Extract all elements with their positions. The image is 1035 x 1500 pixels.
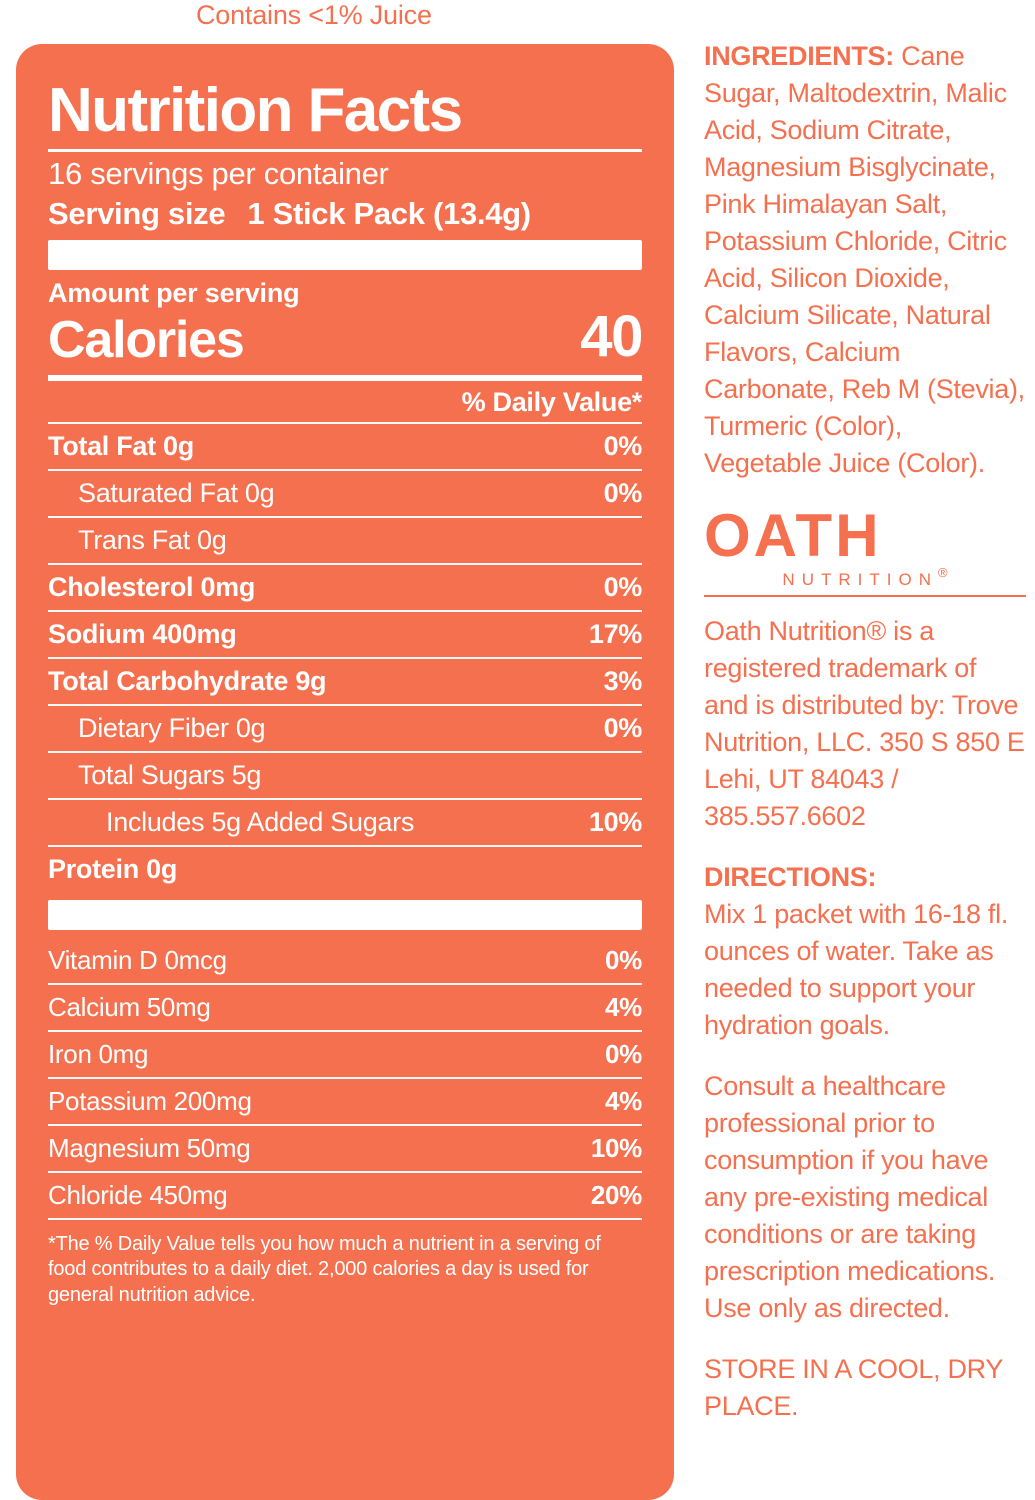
nutrient-amount: 5g xyxy=(231,759,262,790)
nutrient-amount: 400mg xyxy=(152,618,237,649)
nutrient-name: Calcium 50mg xyxy=(48,991,211,1022)
daily-value-header: % Daily Value* xyxy=(461,386,642,417)
nutrient-name: Dietary Fiber xyxy=(78,712,229,743)
nutrient-name: Saturated Fat xyxy=(78,477,238,508)
servings-per-container: 16 servings per container xyxy=(48,156,389,192)
table-row xyxy=(48,800,642,845)
serving-size-label: Serving size xyxy=(48,196,226,232)
registered-mark-icon: ® xyxy=(937,564,948,580)
right-info-column xyxy=(704,38,1026,1449)
divider xyxy=(48,845,642,847)
nutrient-pct: 3% xyxy=(603,665,642,696)
calories-label: Calories xyxy=(48,310,244,369)
table-row xyxy=(48,1079,642,1124)
calories-row xyxy=(48,305,642,369)
nutrient-name: Includes 5g Added Sugars xyxy=(106,806,415,837)
table-row xyxy=(48,985,642,1030)
table-row xyxy=(48,1126,642,1171)
nutrient-pct: 0% xyxy=(603,430,642,461)
table-row xyxy=(48,847,642,892)
nutrient-name: Chloride 450mg xyxy=(48,1179,228,1210)
nutrient-pct: 0% xyxy=(605,1038,642,1069)
logo-subtext-label: NUTRITION xyxy=(782,569,938,589)
nutrient-name: Potassium 200mg xyxy=(48,1085,252,1116)
nutrient-amount: 0g xyxy=(163,430,194,461)
divider xyxy=(48,983,642,985)
nutrient-pct: 0% xyxy=(603,712,642,743)
nutrition-facts-title: Nutrition Facts xyxy=(48,76,462,145)
nutrition-facts-panel xyxy=(16,44,674,1500)
logo-wordmark: OATH xyxy=(704,501,882,569)
amount-per-serving-label: Amount per serving xyxy=(48,278,300,309)
nutrient-name: Trans Fat xyxy=(78,524,190,555)
nutrient-pct: 10% xyxy=(590,1132,642,1163)
nutrient-pct: 20% xyxy=(590,1179,642,1210)
table-row xyxy=(48,565,642,610)
divider xyxy=(48,1077,642,1079)
ingredients-text: Cane Sugar, Maltodextrin, Malic Acid, Sodium Citrate, Magnesium Bisglycinate, Pink Himalayan Salt, Potassium Chloride, Citric Acid, Silicon Dioxide, Calcium Silicate, Natural Flavors, Calcium Carbonate, Reb M (Stevia), Turmeric (Color), Vegetable Juice (Color). xyxy=(704,41,1025,478)
divider xyxy=(48,751,642,753)
thick-divider xyxy=(48,900,642,930)
storage-paragraph: STORE IN A COOL, DRY PLACE. xyxy=(704,1353,1003,1421)
table-row xyxy=(48,938,642,983)
oath-nutrition-logo xyxy=(704,501,1026,597)
logo-subtext xyxy=(704,564,1026,591)
trademark-paragraph: Oath Nutrition® is a registered trademark of and is distributed by: Trove Nutrition, LLC. 350 S 850 E Lehi, UT 84043 / 385.557.6602 xyxy=(704,616,1025,832)
nutrient-name: Sodium xyxy=(48,618,146,649)
table-row xyxy=(48,706,642,751)
nutrient-pct: 4% xyxy=(605,1085,642,1116)
nutrient-pct: 10% xyxy=(588,806,642,837)
table-row xyxy=(48,518,642,563)
nutrient-name: Total Sugars xyxy=(78,759,225,790)
divider xyxy=(48,1218,642,1220)
ingredients-paragraph xyxy=(704,38,1026,482)
divider xyxy=(48,1171,642,1173)
divider xyxy=(48,798,642,800)
divider xyxy=(48,1124,642,1126)
nutrient-pct: 0% xyxy=(603,571,642,602)
nutrient-pct: 0% xyxy=(605,944,642,975)
table-row xyxy=(48,753,642,798)
thick-divider xyxy=(48,240,642,270)
nutrient-amount: 0g xyxy=(146,853,178,884)
divider xyxy=(48,1030,642,1032)
nutrient-name: Total Carbohydrate xyxy=(48,665,289,696)
serving-size-value: 1 Stick Pack (13.4g) xyxy=(247,196,531,232)
divider xyxy=(48,422,642,424)
contains-juice-note: Contains <1% Juice xyxy=(196,0,432,30)
directions-paragraph xyxy=(704,859,1026,1044)
nutrient-name: Cholesterol xyxy=(48,571,194,602)
divider xyxy=(48,657,642,659)
consult-paragraph: Consult a healthcare professional prior to consumption if you have any pre-existing medical conditions or are taking prescription medications. Use only as directed. xyxy=(704,1070,996,1323)
nutrient-pct: 0% xyxy=(603,477,642,508)
nutrient-amount: 0g xyxy=(235,712,266,743)
nutrient-name: Magnesium 50mg xyxy=(48,1132,251,1163)
ingredients-label: INGREDIENTS: xyxy=(704,41,894,71)
table-row xyxy=(48,1173,642,1218)
table-row xyxy=(48,1032,642,1077)
table-row xyxy=(48,659,642,704)
nutrient-name: Vitamin D 0mcg xyxy=(48,944,227,975)
divider xyxy=(48,149,642,152)
divider xyxy=(48,375,642,381)
table-row xyxy=(48,612,642,657)
daily-value-footnote: *The % Daily Value tells you how much a nutrient in a serving of food contributes to a daily diet. 2,000 calories a day is used for general nutrition advice. xyxy=(48,1232,601,1307)
directions-text: Mix 1 packet with 16-18 fl. ounces of water. Take as needed to support your hydration goals. xyxy=(704,898,1009,1040)
table-row xyxy=(48,471,642,516)
nutrient-amount: 0mg xyxy=(200,571,256,602)
divider xyxy=(48,563,642,565)
nutrient-amount: 0g xyxy=(244,477,275,508)
micronutrient-table xyxy=(48,938,642,1220)
calories-value: 40 xyxy=(580,304,642,370)
divider xyxy=(48,704,642,706)
divider xyxy=(48,469,642,471)
table-row xyxy=(48,424,642,469)
nutrient-pct: 17% xyxy=(588,618,642,649)
nutrient-amount: 9g xyxy=(295,665,327,696)
logo-underline xyxy=(704,595,1026,597)
divider xyxy=(48,610,642,612)
nutrient-name: Iron 0mg xyxy=(48,1038,149,1069)
nutrient-amount: 0g xyxy=(197,524,227,555)
nutrient-name: Protein xyxy=(48,853,139,884)
nutrient-pct: 4% xyxy=(605,991,642,1022)
nutrient-name: Total Fat xyxy=(48,430,156,461)
divider xyxy=(48,516,642,518)
serving-size-row xyxy=(48,196,642,232)
directions-label: DIRECTIONS: xyxy=(704,862,877,892)
